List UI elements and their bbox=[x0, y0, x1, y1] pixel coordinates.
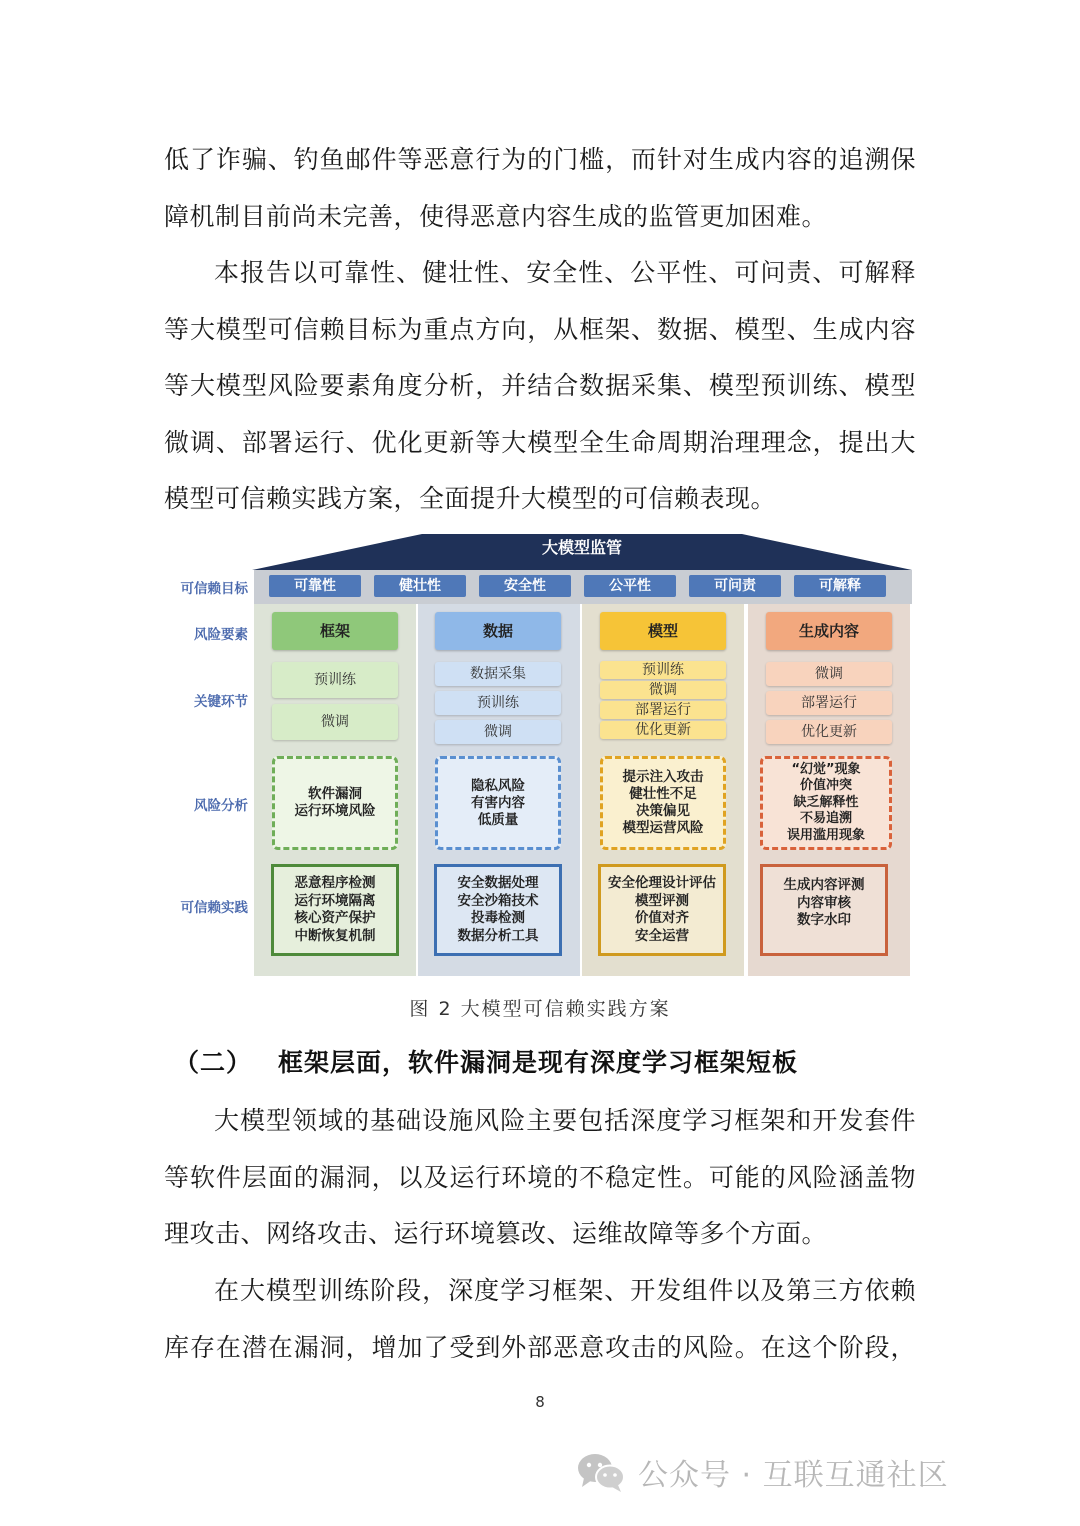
risk-item: 决策偏见 bbox=[636, 803, 690, 819]
element-generated-content: 生成内容 bbox=[766, 612, 892, 650]
practice-item: 生成内容评测 bbox=[783, 877, 865, 893]
stage-item: 部署运行 bbox=[600, 701, 726, 719]
page-number: 8 bbox=[535, 1393, 545, 1411]
section-title: 框架层面，软件漏洞是现有深度学习框架短板 bbox=[278, 1048, 799, 1077]
watermark bbox=[576, 1448, 949, 1496]
element-model: 模型 bbox=[600, 612, 726, 650]
row-label-elements: 风险要素 bbox=[194, 627, 248, 643]
practice-item: 恶意程序检测 bbox=[294, 875, 376, 891]
paragraph-3: 大模型领域的基础设施风险主要包括深度学习框架和开发套件 等软件层面的漏洞，以及运行环境的不稳定性。可能的风险涵盖物 理攻击、网络攻击、运行环境篡改、运维故障等多个方面。 bbox=[164, 1106, 916, 1248]
goal-chip: 公平性 bbox=[584, 575, 676, 597]
risk-box-content bbox=[760, 756, 892, 850]
goal-chip: 安全性 bbox=[479, 575, 571, 597]
practice-item: 内容审核 bbox=[797, 894, 851, 911]
stage-item: 微调 bbox=[272, 704, 398, 740]
risk-item: 提示注入攻击 bbox=[622, 769, 704, 785]
practice-box-data bbox=[434, 864, 562, 956]
stage-item: 微调 bbox=[435, 720, 561, 744]
practice-item: 价值对齐 bbox=[635, 910, 689, 926]
stage-item: 部署运行 bbox=[766, 691, 892, 715]
trust-practice-diagram bbox=[164, 530, 916, 980]
paragraph-2: 本报告以可靠性、健壮性、安全性、公平性、可问责、可解释 等大模型可信赖目标为重点方向，从框架、数据、模型、生成内容 等大模型风险要素角度分析，并结合数据采集、模型预训练、模型 微调、部署运行、优化更新等大模型全生命周期治理理念，提出大 模型可信赖实践方案，全面提升大模型的可信赖表现。 bbox=[164, 258, 916, 513]
stage-item: 预训练 bbox=[272, 662, 398, 698]
practice-box-framework bbox=[271, 864, 399, 956]
practice-item: 中断恢复机制 bbox=[294, 927, 376, 944]
row-label-practices: 可信赖实践 bbox=[180, 900, 248, 916]
practice-item: 运行环境隔离 bbox=[294, 892, 376, 909]
watermark-text: 公众号 · 互联互通社区 bbox=[638, 1458, 949, 1493]
risk-box-model bbox=[600, 756, 726, 850]
practice-item: 数字水印 bbox=[797, 912, 851, 928]
practice-item: 投毒检测 bbox=[471, 910, 525, 926]
goal-chip: 可解释 bbox=[794, 575, 886, 597]
element-framework: 框架 bbox=[272, 612, 398, 650]
goal-chip: 可问责 bbox=[689, 575, 781, 597]
goal-chip: 可靠性 bbox=[269, 575, 361, 597]
practice-item: 核心资产保护 bbox=[294, 910, 376, 926]
risk-item: 运行环境风险 bbox=[294, 803, 376, 819]
figure-caption: 图 2 大模型可信赖实践方案 bbox=[409, 998, 671, 1020]
risk-item: “幻觉”现象 bbox=[791, 761, 861, 777]
risk-item: 低质量 bbox=[477, 811, 519, 828]
stage-item: 数据采集 bbox=[435, 662, 561, 686]
risk-item: 软件漏洞 bbox=[308, 786, 362, 802]
practice-item: 安全伦理设计评估 bbox=[608, 875, 716, 891]
section-number: （二） bbox=[174, 1048, 253, 1077]
stage-item: 优化更新 bbox=[766, 720, 892, 744]
wechat-icon bbox=[576, 1451, 626, 1493]
practice-item: 安全数据处理 bbox=[457, 875, 539, 891]
risk-item: 模型运营风险 bbox=[622, 820, 704, 836]
practice-item: 数据分析工具 bbox=[457, 927, 539, 944]
risk-box-data bbox=[435, 756, 561, 850]
practice-item: 安全运营 bbox=[635, 927, 689, 944]
risk-item: 健壮性不足 bbox=[629, 786, 697, 802]
element-data: 数据 bbox=[435, 612, 561, 650]
row-label-risks: 风险分析 bbox=[194, 798, 248, 814]
risk-item: 误用滥用现象 bbox=[786, 827, 865, 843]
goal-chip: 健壮性 bbox=[374, 575, 466, 597]
risk-item: 不易追溯 bbox=[799, 811, 852, 827]
stage-item: 优化更新 bbox=[600, 721, 726, 739]
risk-item: 价值冲突 bbox=[799, 778, 852, 794]
paragraph-1: 低了诈骗、钓鱼邮件等恶意行为的门槛，而针对生成内容的追溯保 障机制目前尚未完善，使得恶意内容生成的监管更加困难。 bbox=[164, 145, 916, 231]
risk-item: 隐私风险 bbox=[471, 777, 525, 794]
practice-item: 安全沙箱技术 bbox=[457, 892, 539, 909]
row-label-stages: 关键环节 bbox=[194, 694, 248, 710]
risk-box-framework bbox=[272, 756, 398, 850]
practice-item: 模型评测 bbox=[635, 892, 689, 909]
stage-item: 微调 bbox=[766, 662, 892, 686]
roof-title: 大模型监管 bbox=[541, 538, 622, 557]
paragraph-4: 在大模型训练阶段，深度学习框架、开发组件以及第三方依赖 库存在潜在漏洞，增加了受到外部恶意攻击的风险。在这个阶段， bbox=[164, 1276, 916, 1362]
practice-box-content bbox=[760, 864, 888, 956]
section-heading bbox=[174, 1043, 798, 1079]
stage-item: 预训练 bbox=[600, 661, 726, 679]
stage-item: 微调 bbox=[600, 681, 726, 699]
practice-box-model bbox=[598, 864, 726, 956]
risk-item: 缺乏解释性 bbox=[793, 794, 859, 810]
stage-item: 预训练 bbox=[435, 691, 561, 715]
row-label-goals: 可信赖目标 bbox=[180, 581, 248, 597]
risk-item: 有害内容 bbox=[471, 794, 525, 811]
